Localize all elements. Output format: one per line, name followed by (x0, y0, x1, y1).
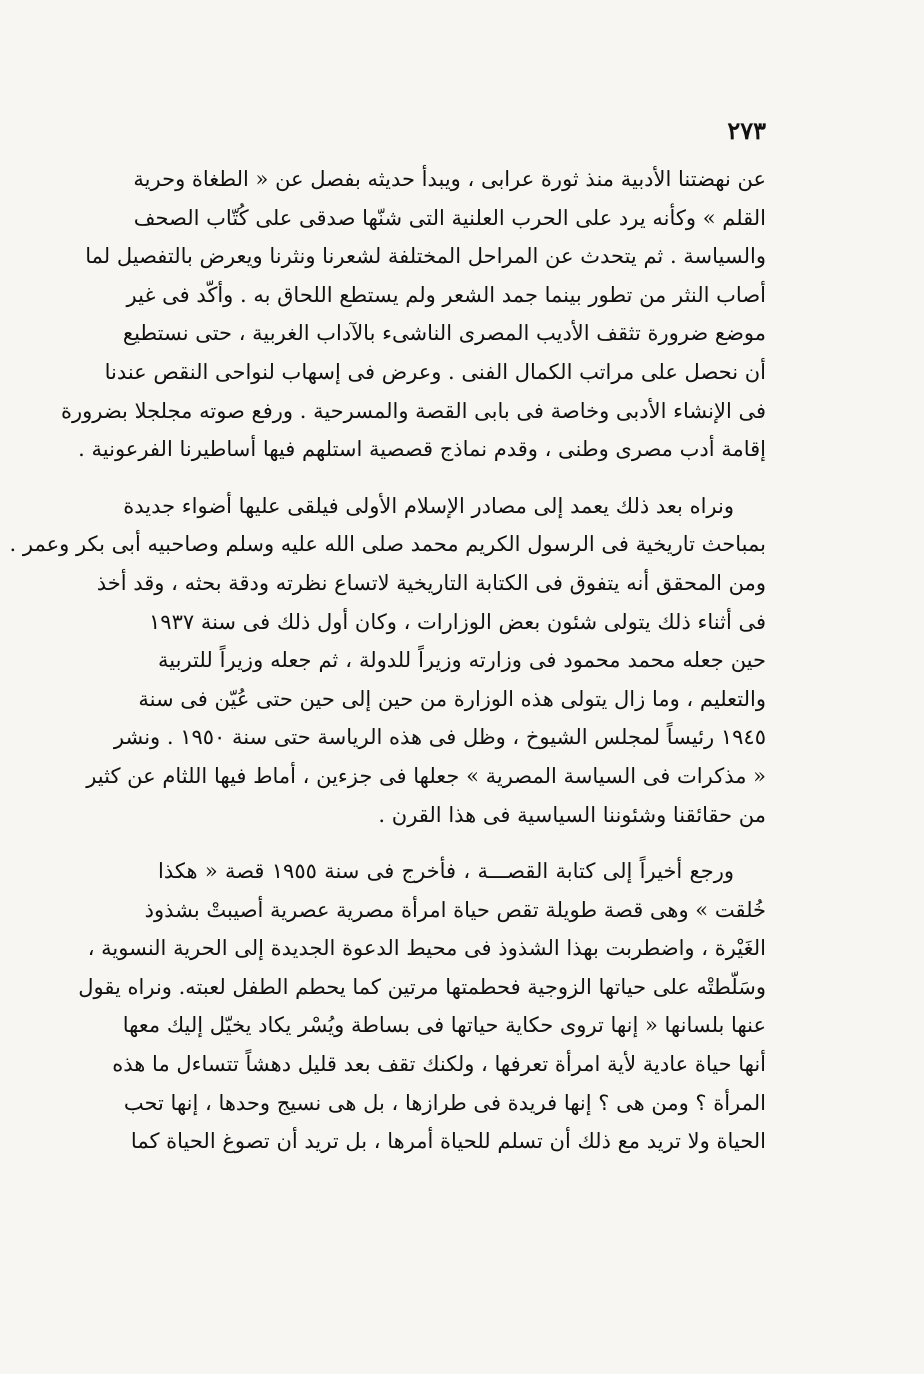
text-line: المرأة ؟ ومن هى ؟ إنها فريدة فى طرازها ، بل هى نسيج وحدها ، إنها تحب (123, 1090, 766, 1115)
paragraph-2 (9, 487, 766, 834)
text-line: ١٩٤٥ رئيساً لمجلس الشيوخ ، وظل فى هذه الرياسة حتى سنة ١٩٥٠ . ونشر (113, 725, 766, 750)
paragraph-1 (60, 160, 766, 469)
text-line: « مذكرات فى السياسة المصرية » جعلها فى جزءين ، أماط فيها اللثام عن كثير (86, 763, 766, 788)
text-line: عن نهضتنا الأدبية منذ ثورة عرابى ، ويبدأ حديثه بفصل عن « الطغاة وحرية (133, 167, 766, 191)
text-line: والتعليم ، وما زال يتولى هذه الوزارة من حين إلى حين حتى عُيّن فى سنة (138, 686, 766, 711)
text-line: ورجع أخيراً إلى كتابة القصـــة ، فأخرج فى سنة ١٩٥٥ قصة « هكذا (158, 859, 734, 884)
text-line: أن نحصل على مراتب الكمال الفنى . وعرض فى إسهاب لنواحى النقص عندنا (104, 359, 766, 384)
text-line: أصاب النثر من تطور بينما جمد الشعر ولم يستطع اللحاق به . وأكّد فى غير (126, 282, 766, 307)
paragraph-spacer (158, 469, 766, 487)
body-text (9, 160, 766, 1161)
text-line: ومن المحقق أنه يتفوق فى الكتابة التاريخية لاتساع نظرته ودقة بحثه ، وقد أخذ (96, 570, 766, 595)
text-line: فى أثناء ذلك يتولى شئون بعض الوزارات ، وكان أول ذلك فى سنة ١٩٣٧ (149, 609, 766, 634)
text-line: الغَيْرة ، واضطربت بهذا الشذوذ فى محيط الدعوة الجديدة إلى الحرية النسوية ، (87, 936, 766, 961)
page-number: ٢٧٣ (727, 116, 766, 145)
text-line: ونراه بعد ذلك يعمد إلى مصادر الإسلام الأولى فيلقى عليها أضواء جديدة (123, 493, 734, 518)
paragraph-3 (78, 852, 766, 1161)
text-line: والسياسة . ثم يتحدث عن المراحل المختلفة لشعرنا ونثرنا ويعرض بالتفصيل لما (85, 244, 766, 269)
text-line: وسَلّطتْه على حياتها الزوجية فحطمتها مرتين كما يحطم الطفل لعبته. ونراه يقول (78, 974, 766, 999)
text-line: الحياة ولا تريد مع ذلك أن تسلم للحياة أمرها ، بل تريد أن تصوغ الحياة كما (130, 1129, 766, 1154)
text-line: عنها بلسانها « إنها تروى حكاية حياتها فى بساطة ويُسْر يكاد يخيّل إليك معها (122, 1013, 766, 1038)
text-line: حين جعله محمد محمود فى وزارته وزيراً للدولة ، ثم جعله وزيراً للتربية (158, 648, 766, 673)
text-line: القلم » وكأنه يرد على الحرب العلنية التى شنّها صدقى على كُتّاب الصحف (133, 205, 766, 230)
text-line: بمباحث تاريخية فى الرسول الكريم محمد صلى الله عليه وسلم وصاحبيه أبى بكر وعمر . (9, 532, 766, 557)
paragraph-spacer (158, 834, 766, 852)
text-line: إقامة أدب مصرى وطنى ، وقدم نماذج قصصية استلهم فيها أساطيرنا الفرعونية . (78, 437, 766, 462)
text-line: من حقائقنا وشئوننا السياسية فى هذا القرن . (378, 802, 766, 827)
text-line: أنها حياة عادية لأية امرأة تعرفها ، ولكنك تقف بعد قليل دهشاً تتساءل ما هذه (112, 1052, 766, 1077)
text-line: فى الإنشاء الأدبى وخاصة فى بابى القصة والمسرحية . ورفع صوته مجلجلا بضرورة (60, 398, 766, 423)
text-line: موضع ضرورة تثقف الأديب المصرى الناشىء بالآداب الغربية ، حتى نستطيع (122, 321, 766, 346)
text-line: خُلقت » وهى قصة طويلة تقص حياة امرأة مصرية عصرية أصيبتْ بشذوذ (144, 897, 766, 922)
